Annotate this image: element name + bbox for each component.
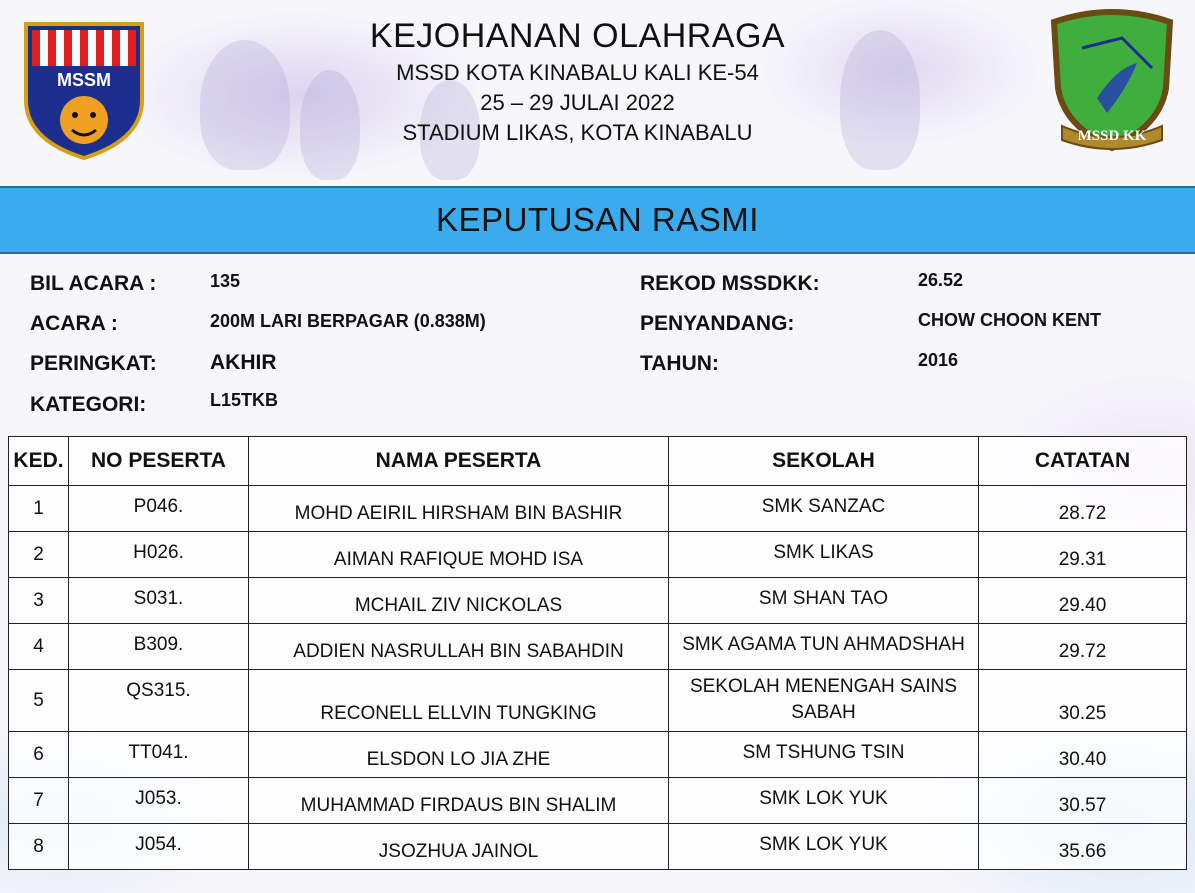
table-row <box>9 778 1187 824</box>
no-peserta-cell: J053. <box>69 778 249 824</box>
penyandang-value: CHOW CHOON KENT <box>918 310 1101 330</box>
tahun-label: TAHUN: <box>640 352 719 375</box>
catatan-cell: 30.57 <box>979 778 1187 824</box>
bil-acara-value: 135 <box>210 271 241 291</box>
ked-cell: 3 <box>9 578 69 624</box>
mssm-logo <box>22 20 146 160</box>
sekolah-cell: SM TSHUNG TSIN <box>669 732 979 778</box>
sekolah-cell-line1: SEKOLAH MENENGAH SAINS <box>689 676 958 697</box>
no-peserta-cell: B309. <box>69 624 249 670</box>
nama-peserta-cell: MUHAMMAD FIRDAUS BIN SHALIM <box>249 778 669 824</box>
catatan-cell: 30.40 <box>979 732 1187 778</box>
event-title: KEJOHANAN OLAHRAGA <box>369 17 786 55</box>
mssd-kk-logo-text: MSSD KK <box>1077 128 1147 144</box>
sekolah-cell: SMK LIKAS <box>669 532 979 578</box>
official-results-banner <box>0 186 1195 254</box>
mssm-logo-text: MSSM <box>57 70 111 90</box>
sekolah-cell: SM SHAN TAO <box>669 578 979 624</box>
nama-peserta-cell: MOHD AEIRIL HIRSHAM BIN BASHIR <box>249 486 669 532</box>
ked-cell: 8 <box>9 824 69 870</box>
ked-cell: 1 <box>9 486 69 532</box>
table-row <box>9 624 1187 670</box>
ked-cell: 4 <box>9 624 69 670</box>
runner-silhouette-decoration <box>200 40 290 170</box>
no-peserta-cell: S031. <box>69 578 249 624</box>
no-peserta-cell: P046. <box>69 486 249 532</box>
peringkat-value: AKHIR <box>210 351 277 374</box>
table-row <box>9 578 1187 624</box>
nama-peserta-cell: JSOZHUA JAINOL <box>249 824 669 870</box>
event-edition: MSSD KOTA KINABALU KALI KE-54 <box>396 60 759 85</box>
ked-cell: 6 <box>9 732 69 778</box>
nama-peserta-cell: AIMAN RAFIQUE MOHD ISA <box>249 532 669 578</box>
nama-peserta-cell: MCHAIL ZIV NICKOLAS <box>249 578 669 624</box>
col-header-sekolah: SEKOLAH <box>669 437 979 486</box>
table-row <box>9 532 1187 578</box>
event-dates: 25 – 29 JULAI 2022 <box>480 90 675 115</box>
col-header-catatan: CATATAN <box>979 437 1187 486</box>
sekolah-cell: SMK AGAMA TUN AHMADSHAH <box>669 624 979 670</box>
catatan-cell: 29.40 <box>979 578 1187 624</box>
rekod-value: 26.52 <box>918 270 964 290</box>
mssd-kk-logo <box>1042 8 1182 158</box>
peringkat-label: PERINGKAT: <box>30 352 157 375</box>
table-row <box>9 824 1187 870</box>
acara-value: 200M LARI BERPAGAR (0.838M) <box>210 311 486 331</box>
col-header-no-peserta: NO PESERTA <box>69 437 249 486</box>
col-header-ked: KED. <box>9 437 69 486</box>
table-header-row <box>9 437 1187 486</box>
table-row <box>9 670 1187 732</box>
acara-label: ACARA : <box>30 312 118 335</box>
ked-cell: 5 <box>9 670 69 732</box>
results-table <box>8 436 1187 870</box>
catatan-cell: 28.72 <box>979 486 1187 532</box>
catatan-cell: 29.31 <box>979 532 1187 578</box>
table-row <box>9 732 1187 778</box>
event-title-block <box>300 14 855 148</box>
sekolah-cell <box>669 670 979 732</box>
no-peserta-cell: J054. <box>69 824 249 870</box>
col-header-nama-peserta: NAMA PESERTA <box>249 437 669 486</box>
event-venue: STADIUM LIKAS, KOTA KINABALU <box>402 120 753 145</box>
bil-acara-label: BIL ACARA : <box>30 272 157 295</box>
kategori-label: KATEGORI: <box>30 393 147 416</box>
sekolah-cell: SMK SANZAC <box>669 486 979 532</box>
penyandang-label: PENYANDANG: <box>640 312 795 335</box>
catatan-cell: 35.66 <box>979 824 1187 870</box>
catatan-cell: 29.72 <box>979 624 1187 670</box>
catatan-cell: 30.25 <box>979 670 1187 732</box>
ked-cell: 2 <box>9 532 69 578</box>
sekolah-cell: SMK LOK YUK <box>669 824 979 870</box>
page-header <box>0 0 1195 186</box>
rekod-label: REKOD MSSDKK: <box>640 272 820 295</box>
no-peserta-cell: QS315. <box>69 670 249 732</box>
no-peserta-cell: H026. <box>69 532 249 578</box>
kategori-value: L15TKB <box>210 390 279 410</box>
nama-peserta-cell: ELSDON LO JIA ZHE <box>249 732 669 778</box>
table-row <box>9 486 1187 532</box>
nama-peserta-cell: RECONELL ELLVIN TUNGKING <box>249 670 669 732</box>
ked-cell: 7 <box>9 778 69 824</box>
sekolah-cell-line2: SABAH <box>791 702 856 723</box>
nama-peserta-cell: ADDIEN NASRULLAH BIN SABAHDIN <box>249 624 669 670</box>
sekolah-cell: SMK LOK YUK <box>669 778 979 824</box>
tahun-value: 2016 <box>918 350 959 370</box>
banner-title: KEPUTUSAN RASMI <box>436 201 759 238</box>
no-peserta-cell: TT041. <box>69 732 249 778</box>
